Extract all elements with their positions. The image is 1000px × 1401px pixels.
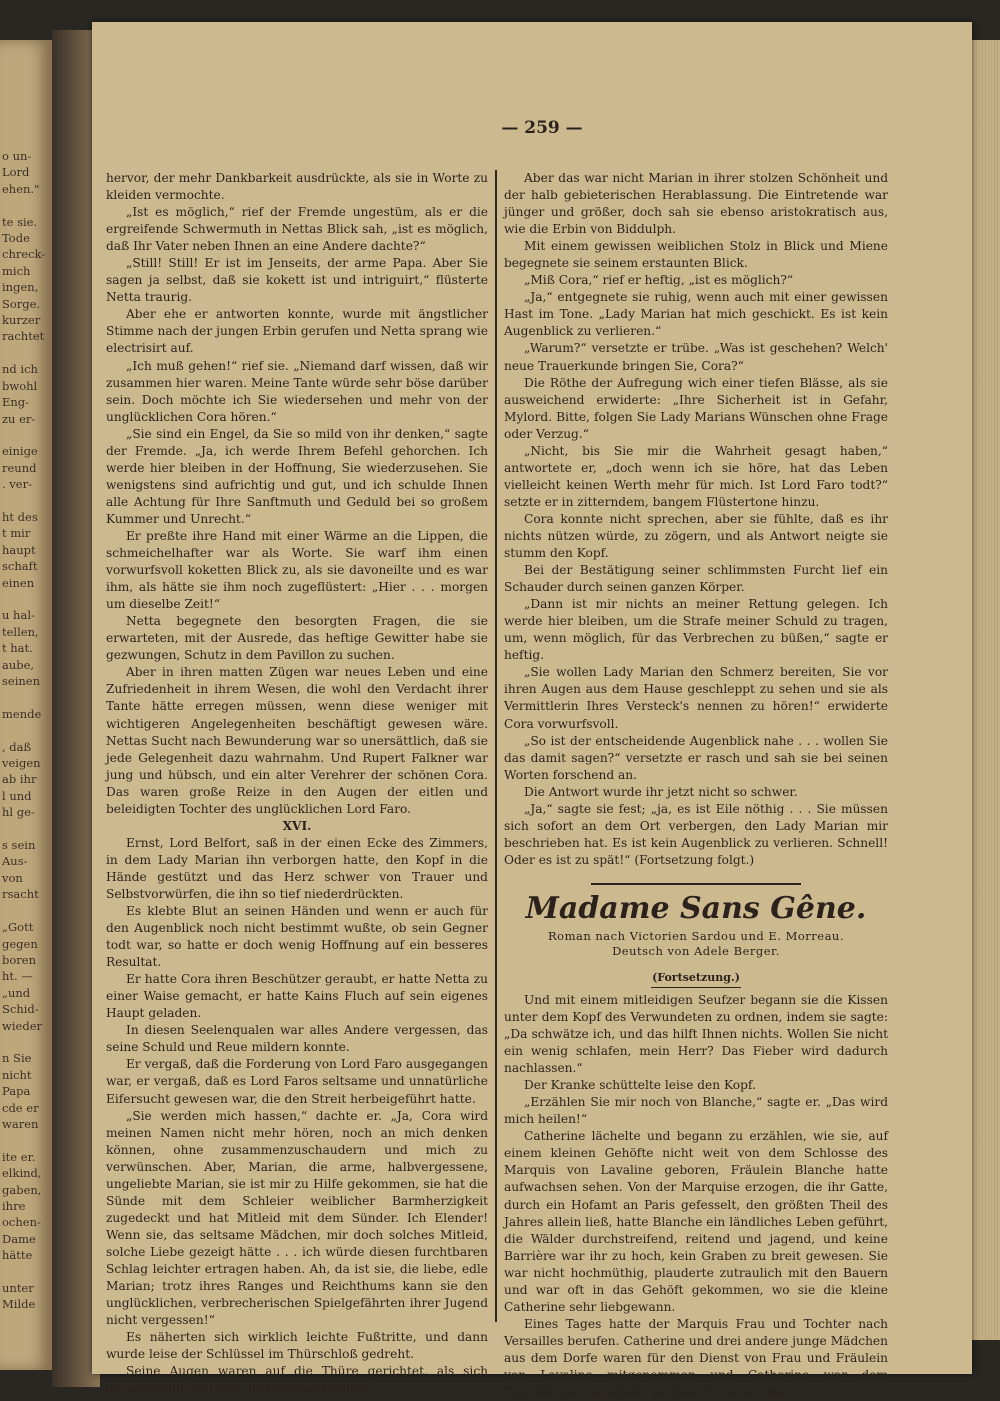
paragraph: „Erzählen Sie mir noch von Blanche,“ sagte er. „Das wird mich heilen!“ (504, 1095, 888, 1127)
paragraph: Es klebte Blut an seinen Händen und wenn er auch für den Augenblick noch nicht bestimmt wußte, ob sein Gegner todt war, so hatte er doch wenig Hoffnung auf ein besseres Resultat. (106, 904, 488, 970)
paragraph: Er preßte ihre Hand mit einer Wärme an die Lippen, die schmeichelhafter war als Worte. Sie warf ihm einen vorwurfsvoll koketten Blick zu, als sie davoneilte und es war ihm, als hätte sie ihm noch zugeflüstert: „Hier . . . morgen um dieselbe Zeit!“ (106, 528, 488, 612)
previous-page-line: mende (2, 706, 42, 721)
paragraph: Bei der Bestätigung seiner schlimmsten Furcht lief ein Schauder durch seinen ganzen Körper. (504, 563, 888, 595)
previous-page-line: l und (2, 788, 32, 803)
previous-page-line (0, 903, 52, 919)
previous-page-line (0, 1132, 52, 1148)
previous-page-line: ht. — (2, 969, 33, 984)
paragraph: Die Antwort wurde ihr jetzt nicht so schwer. (524, 784, 798, 799)
previous-page-line: mich (2, 263, 31, 278)
previous-page-line: ab ihr (2, 772, 37, 787)
page-number: — 259 — (501, 118, 583, 138)
previous-page-line: . ver- (2, 477, 32, 492)
previous-page-line: „und (2, 985, 31, 1000)
paragraph: Die Röthe der Aufregung wich einer tiefen Blässe, als sie ausweichend erwiderte: „Ihre Sicherheit ist in Gefahr, Mylord. Bitte, folgen Sie Lady Marians Wünschen ohne Frage oder Verzug.“ (504, 375, 888, 441)
previous-page-line: seinen (2, 674, 41, 688)
right-column (504, 170, 888, 1401)
previous-page-line: kurzer (2, 313, 41, 328)
paragraph: Der Kranke schüttelte leise den Kopf. (524, 1078, 756, 1093)
paragraph: „Ist es möglich,“ rief der Fremde ungestüm, als er die ergreifende Schwermuth in Nettas Blick sah, „ist es möglich, daß Ihr Vater neben Ihnen an eine Andere dachte?“ (106, 205, 488, 254)
paragraph: „So ist der entscheidende Augenblick nahe . . . wollen Sie das damit sagen?“ versetzte er rasch und sah sie bei seinen Worten forschend an. (504, 733, 888, 782)
paragraph: Er vergaß, daß die Forderung von Lord Faro ausgegangen war, er vergaß, daß es Lord Faros seltsame und unnatürliche Eifersucht gewesen war, die den Streit herbeigeführt hatte. (106, 1057, 488, 1106)
previous-page-line (0, 689, 52, 705)
novel-subtitle: Roman nach Victorien Sardou und E. Morreau. (547, 928, 844, 943)
previous-page-line: chreck- (2, 247, 46, 262)
previous-page-line: Eng- (2, 395, 30, 410)
previous-page-line: elkind, (2, 1166, 42, 1181)
previous-page-line: te sie. (2, 214, 38, 229)
paragraph: „Still! Still! Er ist im Jenseits, der arme Papa. Aber Sie sagen ja selbst, daß sie kokett ist und intriguirt,“ flüsterte Netta traurig. (106, 256, 488, 305)
previous-page-line: n Sie (2, 1051, 32, 1066)
previous-page-line: von (2, 870, 23, 885)
previous-page-line: Milde (2, 1297, 36, 1312)
previous-page-line: t mir (2, 526, 31, 541)
previous-page-line: , daß (2, 739, 32, 754)
previous-page-line: waren (2, 1116, 39, 1131)
paragraph: Und mit einem mitleidigen Seufzer begann sie die Kissen unter dem Kopf des Verwundeten zu ordnen, indem sie sagte: „Da schwätze ich, und das hilft Ihnen nichts. Wollen Sie nicht ein wenig schlafen, mein Herr? Das Fieber wird dadurch nachlassen.“ (504, 992, 888, 1076)
paragraph: „Ja,“ entgegnete sie ruhig, wenn auch mit einer gewissen Hast im Tone. „Lady Marian hat mich geschickt. Es ist kein Augenblick zu verlieren.“ (504, 290, 888, 339)
previous-page-line: cde er (2, 1100, 39, 1115)
paragraph: Catherine lächelte und begann zu erzählen, wie sie, auf einem kleinen Gehöfte nicht weit von dem Schlosse des Marquis von Lavaline geboren, Fräulein Blanche hatte aufwachsen sehen. Von der Marquise erzogen, die ihr Gatte, durch ein Hofamt an Paris gefesselt, den größten Theil des Jahres allein ließ, hatte Blanche ein ländliches Leben geführt, die Wälder durchstreifend, reitend und jagend, und keine Barrière war ihr zu hoch, kein Graben zu breit gewesen. Sie war nicht hochmüthig, plauderte zutraulich mit den Bauern und war oft in das Gehöft gekommen, wo sie die kleine Catherine sehr liebgewann. (504, 1129, 888, 1314)
paragraph: Seine Augen waren auf die Thüre gerichtet, als sich dieselbe langsam und geräuschlos öffnete. (106, 1364, 488, 1396)
previous-page-line: aube, (2, 657, 35, 672)
previous-page-line: boren (2, 952, 36, 967)
previous-page-line (0, 722, 52, 738)
previous-page-line: nd ich (2, 362, 38, 377)
translator-line: Deutsch von Adele Berger. (612, 943, 780, 958)
previous-page-line: zu er- (2, 411, 36, 426)
paragraph: „Dann ist mir nichts an meiner Rettung gelegen. Ich werde hier bleiben, um die Strafe meiner Schuld zu tragen, um, wenn möglich, für das Verbrechen zu büßen,“ sagte er heftig. (504, 597, 888, 663)
paragraph: Mit einem gewissen weiblichen Stolz in Blick und Miene begegnete sie seinem erstaunten Blick. (504, 239, 888, 271)
column-divider (495, 170, 497, 1322)
previous-page-line: Tode (2, 231, 30, 246)
previous-page-line: rachtet (2, 329, 45, 344)
paragraph: „Sie sind ein Engel, da Sie so mild von ihr denken,“ sagte der Fremde. „Ja, ich werde Ihrem Befehl gehorchen. Ich werde hier bleiben in der Hoffnung, Sie wiederzusehen. Sie wenigstens sind aufrichtig und gut, und ich schulde Ihnen alle Achtung für Ihre Sanftmuth und Geduld bei so großem Kummer und Unrecht.“ (106, 426, 488, 526)
previous-page-line: Aus- (2, 854, 28, 869)
previous-page-line: ingen, (2, 280, 39, 295)
paragraph: „Warum?“ versetzte er trübe. „Was ist geschehen? Welch' neue Trauerkunde bringen Sie, Cora?“ (504, 341, 888, 373)
paragraph: Aber in ihren matten Zügen war neues Leben und eine Zufriedenheit in ihrem Wesen, die wohl den Verdacht ihrer Tante hätte erregen müssen, wenn diese weniger mit wichtigeren Angelegenheiten beschäftigt gewesen wäre. Nettas Sucht nach Bewunderung war so unersättlich, daß sie jede Gelegenheit dazu wahrnahm. Und Rupert Falkner war jung und hübsch, und ein alter Verehrer der schönen Cora. Das waren große Reize in den Augen der eitlen und beleidigten Tochter des unglücklichen Lord Faro. (106, 665, 488, 816)
continuation-rule (651, 987, 741, 988)
previous-page-line: einige (2, 444, 38, 459)
paragraph: „Sie wollen Lady Marian den Schmerz bereiten, Sie vor ihren Augen aus dem Hause geschleppt zu sehen und sie als Vermittlerin Ihres Versteck's nennen zu hören!“ erwiderte Cora vorwurfsvoll. (504, 665, 888, 731)
novel-title: Madame Sans Gêne. (525, 890, 867, 926)
previous-page-line (0, 1264, 52, 1280)
chapter-heading: XVI. (282, 818, 312, 833)
paragraph: „Ja,“ sagte sie fest; „ja, es ist Eile nöthig . . . Sie müssen sich sofort an dem Ort verbergen, den Lady Marian mir beschrieben hat. Es ist kein Augenblick zu verlieren. Schnell! Oder es ist zu spät!“ (Fortsetzung folgt.) (504, 801, 888, 867)
previous-page-line (0, 345, 52, 361)
previous-page-line: Sorge. (2, 296, 41, 311)
previous-page-line: wieder (2, 1018, 42, 1033)
previous-page-line: u hal- (2, 608, 35, 623)
previous-page-line: ehen." (2, 181, 40, 196)
previous-page-line: s sein (2, 838, 36, 853)
previous-page-line: Lord (2, 165, 30, 180)
previous-page-edge (0, 40, 52, 1370)
previous-page-line: ochen- (2, 1215, 41, 1230)
newspaper-page (92, 22, 972, 1400)
paragraph: Aber ehe er antworten konnte, wurde mit ängstlicher Stimme nach der jungen Erbin gerufen und Netta sprang wie electrisirt auf. (106, 307, 488, 356)
previous-page-line (0, 493, 52, 509)
paragraph: „Sie werden mich hassen,“ dachte er. „Ja, Cora wird meinen Namen nicht mehr hören, noch an mich denken können, ohne zusammenzuschaudern und mich zu verwünschen. Aber, Marian, die arme, halbvergessene, ungeliebte Marian, sie ist mir zu Hilfe gekommen, sie hat die Sünde mit dem Schleier weiblicher Barmherzigkeit zugedeckt und hat Mitleid mit dem Sünder. Ich Elender! Wenn sie, das seltsame Mädchen, mir doch solches Mitleid, solche Liebe gezeigt hätte . . . ich würde diesen furchtbaren Schlag leichter ertragen haben. Ah, da ist sie, die liebe, edle Marian; trotz ihres Ranges und Reichthums kann sie den unglücklichen, verbrecherischen Spielgefährten ihrer Jugend nicht vergessen!“ (106, 1108, 488, 1328)
paragraph: Cora konnte nicht sprechen, aber sie fühlte, daß es ihr nichts nützen würde, zu zögern, und als Antwort neigte sie stumm den Kopf. (504, 511, 888, 561)
previous-page-line: Schid- (2, 1002, 39, 1017)
previous-page-line: gegen (2, 936, 38, 951)
left-column (106, 170, 488, 1397)
previous-page-line: unter (2, 1281, 34, 1296)
previous-page-line: rsacht (2, 887, 39, 902)
previous-page-line (0, 591, 52, 607)
previous-page-line: ht des (2, 509, 38, 524)
paragraph: In diesen Seelenqualen war alles Andere vergessen, das seine Schuld und Reue mildern konnte. (106, 1023, 488, 1055)
previous-page-line: ite er. (2, 1149, 36, 1164)
previous-page-line (0, 427, 52, 443)
previous-page-line: haupt (2, 542, 36, 557)
previous-page-line: veigen (2, 756, 41, 771)
previous-page-line: „Gott (2, 920, 34, 935)
previous-page-line: ihre (2, 1199, 26, 1213)
previous-page-line: bwohl (2, 378, 38, 393)
previous-page-line: t hat. (2, 641, 33, 656)
previous-page-line: nicht (2, 1067, 32, 1082)
previous-page-line: o un- (2, 149, 32, 163)
previous-page-line: tellen, (2, 624, 39, 639)
previous-page-line (0, 821, 52, 837)
previous-page-line (0, 1034, 52, 1050)
previous-page-line: Papa (2, 1084, 31, 1099)
paragraph: „Miß Cora,“ rief er heftig, „ist es möglich?“ (524, 273, 794, 288)
previous-page-line: reund (2, 460, 37, 475)
paragraph: Eines Tages hatte der Marquis Frau und Tochter nach Versailles berufen. Catherine und drei andere junge Mädchen aus dem Dorfe waren für den Dienst von Frau und Fräulein von Lavaline mitgenommen und Catherine war dem Waschhause zugetheilt worden. So hatten sie (504, 1316, 888, 1400)
paragraph: Er hatte Cora ihren Beschützer geraubt, er hatte Netta zu einer Waise gemacht, er hatte Kains Fluch auf sein eigenes Haupt geladen. (106, 972, 488, 1021)
previous-page-line: hl ge- (2, 805, 35, 820)
previous-page-line: gaben, (2, 1182, 42, 1197)
section-divider (591, 883, 801, 885)
paragraph: „Nicht, bis Sie mir die Wahrheit gesagt haben,“ antwortete er, „doch wenn ich sie höre, hat das Leben vielleicht keinen Werth mehr für mich. Ist Lord Faro todt?“ setzte er in zitterndem, bangem Flüstertone hinzu. (504, 443, 888, 509)
paragraph: hervor, der mehr Dankbarkeit ausdrückte, als sie in Worte zu kleiden vermochte. (106, 171, 488, 203)
previous-page-line: schaft (2, 559, 38, 574)
previous-page-line: einen (2, 575, 35, 590)
previous-page-line: Dame (2, 1231, 36, 1246)
previous-page-line: hätte (2, 1248, 33, 1263)
continuation-label: (Fortsetzung.) (652, 970, 740, 984)
paragraph: Aber das war nicht Marian in ihrer stolzen Schönheit und der halb gebieterischen Herablassung. Die Eintretende war jünger und größer, doch sah sie ebenso aristokratisch aus, wie die Erbin von Biddulph. (504, 171, 888, 237)
paragraph: Ernst, Lord Belfort, saß in der einen Ecke des Zimmers, in dem Lady Marian ihn verborgen hatte, den Kopf in die Hände gestützt und das Herz schwer von Trauer und Selbstvorwürfen, die ihn so tief niederdrückten. (106, 835, 488, 901)
paragraph: Es näherten sich wirklich leichte Fußtritte, und dann wurde leise der Schlüssel im Thürschloß gedreht. (106, 1330, 488, 1362)
paragraph: „Ich muß gehen!“ rief sie. „Niemand darf wissen, daß wir zusammen hier waren. Meine Tante würde sehr böse darüber sein. Doch möchte ich Sie wiedersehen und mehr von der unglücklichen Cora hören.“ (106, 358, 488, 424)
paragraph: Netta begegnete den besorgten Fragen, die sie erwarteten, mit der Ausrede, das heftige Gewitter habe sie gezwungen, Schutz in dem Pavillon zu suchen. (106, 614, 488, 663)
previous-page-line (0, 197, 52, 213)
